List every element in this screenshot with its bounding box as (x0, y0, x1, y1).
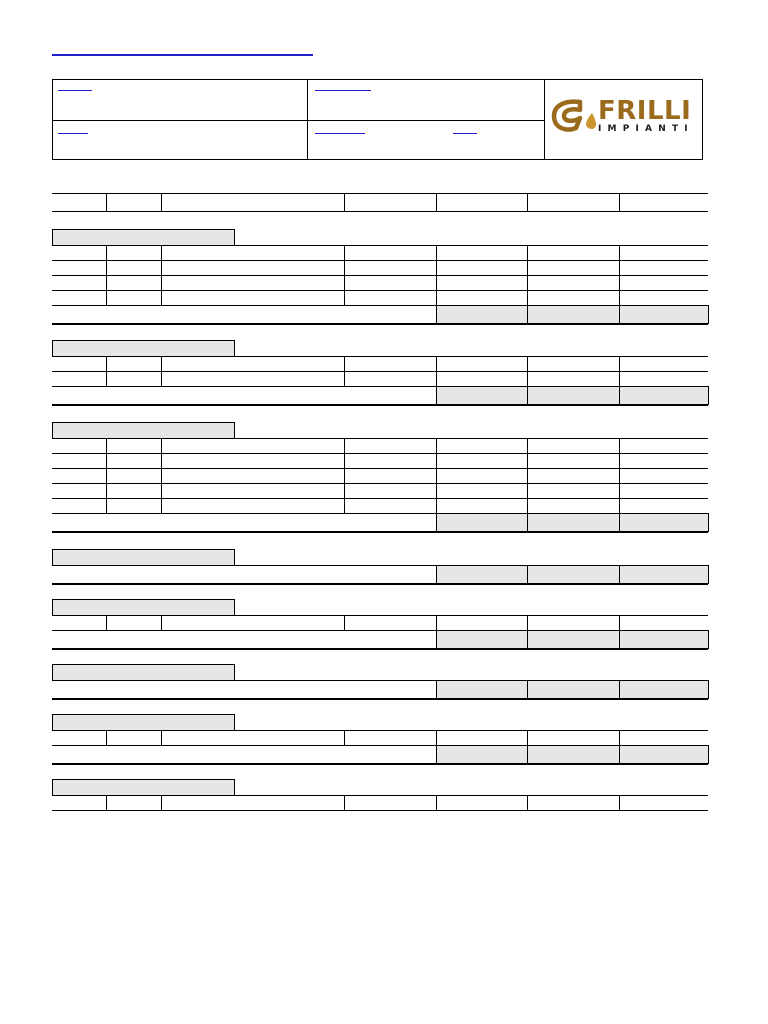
column-divider (527, 730, 528, 745)
column-divider (106, 245, 107, 305)
total-cell (527, 513, 620, 532)
total-cell (527, 680, 620, 699)
column-divider (436, 730, 437, 745)
row-divider (52, 483, 708, 484)
row-divider (52, 356, 708, 357)
row-divider (52, 730, 708, 731)
row-divider (52, 810, 708, 811)
column-divider (106, 730, 107, 745)
row-divider (52, 583, 708, 585)
column-divider (619, 193, 620, 211)
column-divider (436, 438, 437, 513)
column-divider (527, 438, 528, 513)
row-divider (52, 404, 708, 406)
column-divider (619, 615, 620, 630)
section-header (52, 599, 235, 615)
row-divider (52, 371, 708, 372)
column-divider (344, 245, 345, 305)
column-divider (106, 356, 107, 386)
column-divider (436, 615, 437, 630)
column-divider (161, 438, 162, 513)
column-divider (619, 795, 620, 810)
section-header (52, 664, 235, 680)
column-divider (106, 795, 107, 810)
row-divider (52, 193, 708, 194)
total-cell (436, 680, 528, 699)
row-divider (52, 468, 708, 469)
total-cell (619, 565, 709, 584)
row-divider (52, 615, 708, 616)
column-divider (436, 356, 437, 386)
total-cell (436, 305, 528, 324)
column-divider (106, 193, 107, 211)
total-cell (619, 513, 709, 532)
column-divider (527, 193, 528, 211)
total-cell (436, 386, 528, 405)
column-divider (619, 245, 620, 305)
total-cell (619, 745, 709, 764)
column-divider (344, 193, 345, 211)
row-divider (52, 531, 708, 533)
section-header (52, 714, 235, 730)
column-divider (161, 356, 162, 386)
section-header (52, 422, 235, 438)
total-cell (436, 513, 528, 532)
column-divider (161, 245, 162, 305)
total-cell (527, 386, 620, 405)
column-divider (527, 245, 528, 305)
column-divider (106, 438, 107, 513)
column-divider (161, 615, 162, 630)
logo-brand-text: FRILLI (598, 96, 692, 126)
section-header (52, 779, 235, 795)
total-cell (527, 630, 620, 649)
section-header (52, 229, 235, 245)
column-divider (344, 730, 345, 745)
section-header (52, 340, 235, 356)
row-divider (52, 698, 708, 700)
total-cell (527, 745, 620, 764)
column-divider (161, 193, 162, 211)
row-divider (52, 290, 708, 291)
section-header (52, 549, 235, 565)
total-cell (619, 386, 709, 405)
column-divider (619, 438, 620, 513)
data-table (52, 0, 708, 1024)
row-divider (52, 648, 708, 650)
total-cell (619, 630, 709, 649)
column-divider (527, 795, 528, 810)
row-divider (52, 438, 708, 439)
column-divider (161, 795, 162, 810)
total-cell (527, 565, 620, 584)
row-divider (52, 453, 708, 454)
column-divider (436, 193, 437, 211)
column-divider (161, 730, 162, 745)
row-divider (52, 498, 708, 499)
row-divider (52, 763, 708, 765)
column-divider (436, 245, 437, 305)
total-cell (619, 680, 709, 699)
total-cell (527, 305, 620, 324)
column-divider (619, 356, 620, 386)
row-divider (52, 260, 708, 261)
logo-tagline-text: IMPIANTI (598, 124, 694, 134)
total-cell (619, 305, 709, 324)
total-cell (436, 630, 528, 649)
column-divider (436, 795, 437, 810)
row-divider (52, 275, 708, 276)
column-divider (527, 615, 528, 630)
column-divider (344, 438, 345, 513)
row-divider (52, 323, 708, 325)
row-divider (52, 211, 708, 212)
column-divider (344, 615, 345, 630)
column-divider (619, 730, 620, 745)
total-cell (436, 745, 528, 764)
row-divider (52, 245, 708, 246)
total-cell (436, 565, 528, 584)
column-divider (344, 356, 345, 386)
row-divider (52, 795, 708, 796)
column-divider (106, 615, 107, 630)
column-divider (527, 356, 528, 386)
column-divider (344, 795, 345, 810)
